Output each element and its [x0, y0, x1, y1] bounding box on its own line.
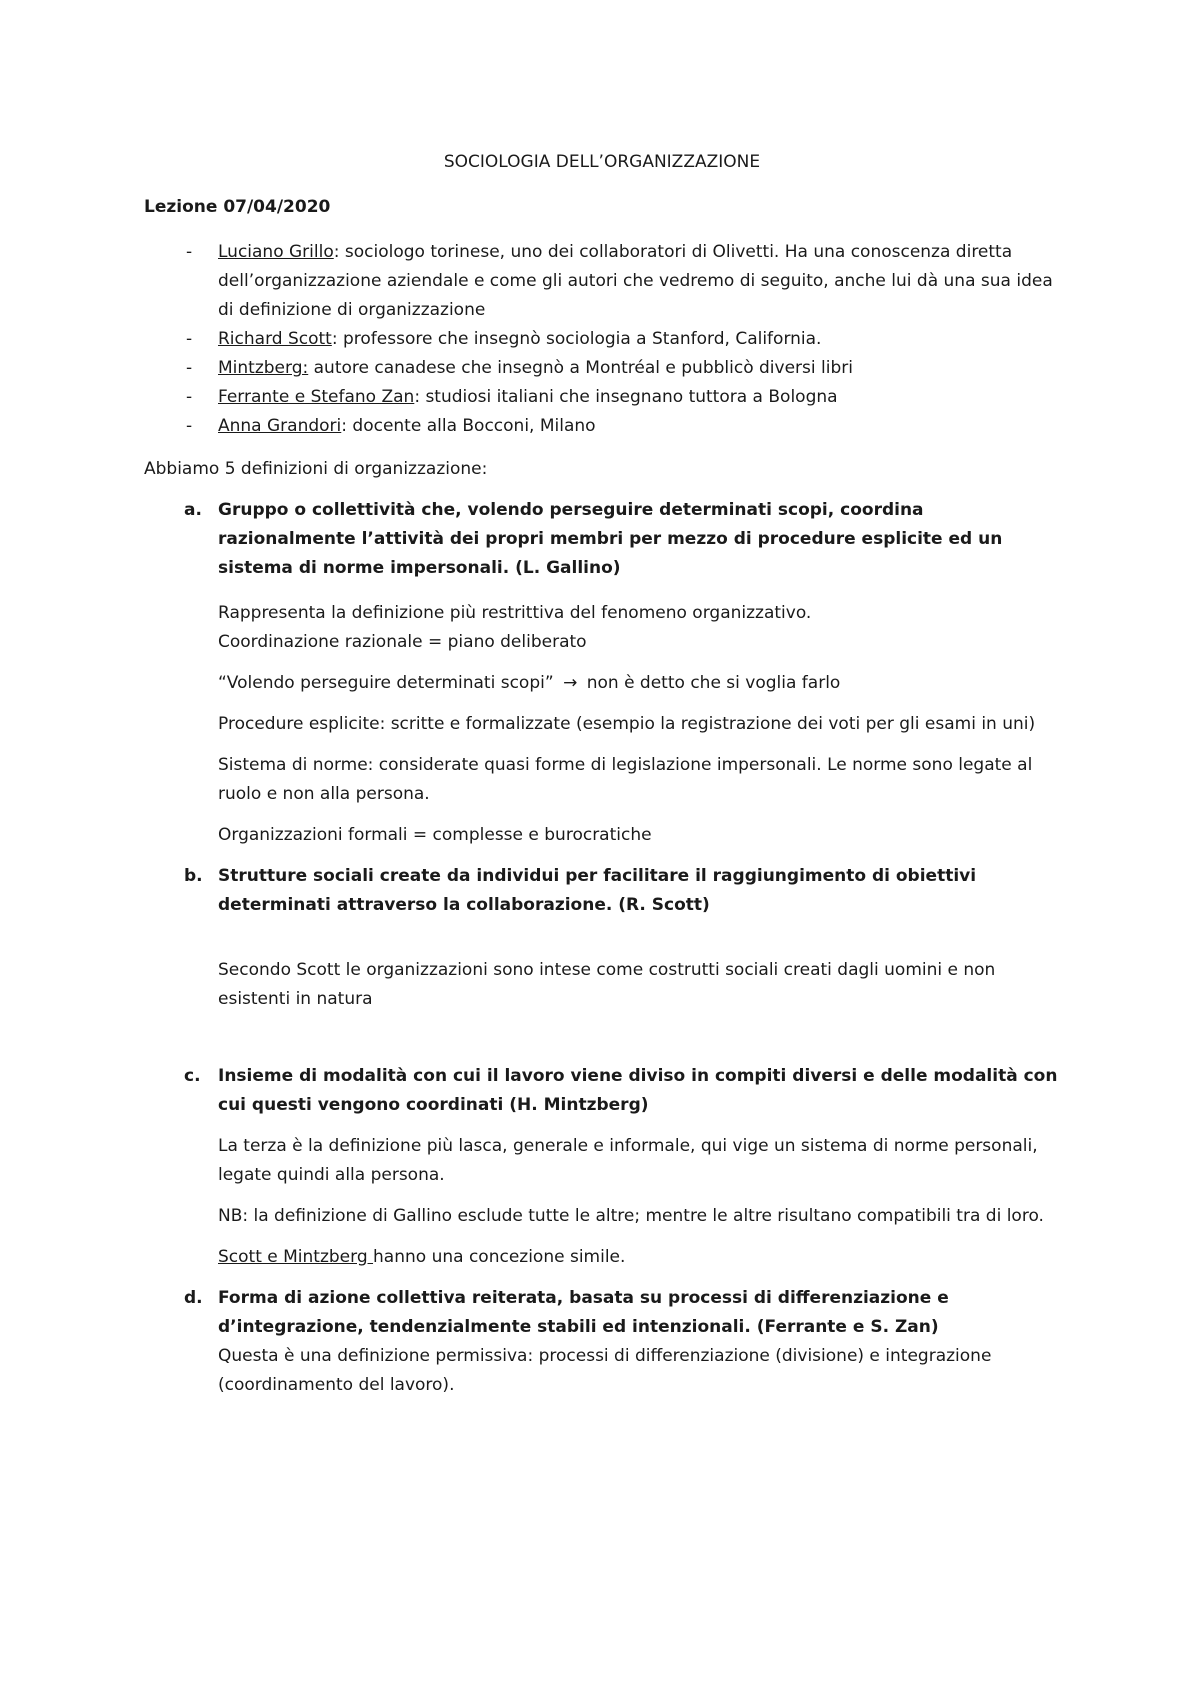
- author-description: docente alla Bocconi, Milano: [347, 416, 596, 436]
- definition-text: Strutture sociali create da individui per facilitare il raggiungimento di obiettivi determinati attraverso la collaborazione. (R. Scott): [218, 866, 977, 915]
- paragraph: La terza è la definizione più lasca, generale e informale, qui vige un sistema di norme personali, legate quindi alla persona.: [218, 1136, 1038, 1185]
- paragraph: Questa è una definizione permissiva: processi di differenziazione (divisione) e integrazione (coordinamento del lavoro).: [218, 1346, 992, 1395]
- list-item: - Anna Grandori: docente alla Bocconi, Milano: [144, 412, 1060, 441]
- lesson-date: Lezione 07/04/2020: [144, 197, 331, 217]
- paragraph: Secondo Scott le organizzazioni sono intese come costrutti sociali creati dagli uomini e non esistenti in natura: [218, 960, 996, 1009]
- definition-d: [144, 1284, 1060, 1400]
- author-description: professore che insegnò sociologia a Stanford, California.: [337, 329, 822, 349]
- author-description: sociologo torinese, uno dei collaboratori di Olivetti. Ha una conoscenza diretta dell’organizzazione aziendale e come gli autori che vedremo di seguito, anche lui dà una sua idea di definizione di organizzazione: [218, 242, 1053, 320]
- definition-c: [144, 1062, 1060, 1272]
- definition-b: [144, 862, 1060, 1014]
- definition-letter: d.: [184, 1288, 203, 1308]
- definition-letter: a.: [184, 500, 202, 520]
- list-item: - Ferrante e Stefano Zan: studiosi italiani che insegnano tuttora a Bologna: [144, 383, 1060, 412]
- paragraph: Organizzazioni formali = complesse e burocratiche: [218, 825, 652, 845]
- paragraph: “Volendo perseguire determinati scopi” → non è detto che si voglia farlo: [218, 669, 1060, 698]
- paragraph: NB: la definizione di Gallino esclude tutte le altre; mentre le altre risultano compatibili tra di loro.: [218, 1206, 1044, 1226]
- author-name: Ferrante e Stefano Zan: [218, 387, 415, 407]
- document-title: SOCIOLOGIA DELL’ORGANIZZAZIONE: [443, 152, 761, 172]
- definition-text: Insieme di modalità con cui il lavoro viene diviso in compiti diversi e delle modalità con cui questi vengono coordinati (H. Mintzberg): [218, 1066, 1058, 1115]
- definition-letter: b.: [184, 866, 203, 886]
- definition-a: [144, 496, 1060, 850]
- definitions-intro: Abbiamo 5 definizioni di organizzazione:: [144, 459, 488, 479]
- authors-list: [144, 238, 1060, 441]
- paragraph: Procedure esplicite: scritte e formalizzate (esempio la registrazione dei voti per gli esami in uni): [218, 714, 1036, 734]
- definition-text: Forma di azione collettiva reiterata, basata su processi di differenziazione e d’integrazione, tendenzialmente stabili ed intenzionali. (Ferrante e S. Zan): [218, 1288, 949, 1337]
- definition-letter: c.: [184, 1066, 201, 1086]
- list-item: [144, 354, 1060, 383]
- paragraph: Scott e Mintzberg hanno una concezione simile.: [218, 1247, 626, 1267]
- paragraph: Coordinazione razionale = piano deliberato: [218, 632, 587, 652]
- list-item: - Richard Scott: professore che insegnò sociologia a Stanford, California.: [144, 325, 1060, 354]
- definition-text: Gruppo o collettività che, volendo perseguire determinati scopi, coordina razionalmente l’attività dei propri membri per mezzo di procedure esplicite ed un sistema di norme impersonali. (L. Gallino): [218, 500, 1003, 578]
- author-name: Luciano Grillo: [218, 242, 334, 262]
- paragraph: Sistema di norme: considerate quasi forme di legislazione impersonali. Le norme sono legate al ruolo e non alla persona.: [218, 755, 1033, 804]
- arrow-right-icon: →: [563, 673, 578, 693]
- author-name: Mintzberg:: [218, 358, 309, 378]
- author-description: studiosi italiani che insegnano tuttora a Bologna: [420, 387, 838, 407]
- author-name: Anna Grandori: [218, 416, 342, 436]
- list-item: - Luciano Grillo: sociologo torinese, uno dei collaboratori di Olivetti. Ha una conoscenza diretta dell’organizzazione aziendale e come gli autori che vedremo di seguito, anche lui dà una sua idea di definizione di organizzazione: [144, 238, 1060, 325]
- author-name: Richard Scott: [218, 329, 332, 349]
- paragraph: Rappresenta la definizione più restrittiva del fenomeno organizzativo.: [218, 603, 812, 623]
- author-description: autore canadese che insegnò a Montréal e pubblicò diversi libri: [308, 358, 853, 378]
